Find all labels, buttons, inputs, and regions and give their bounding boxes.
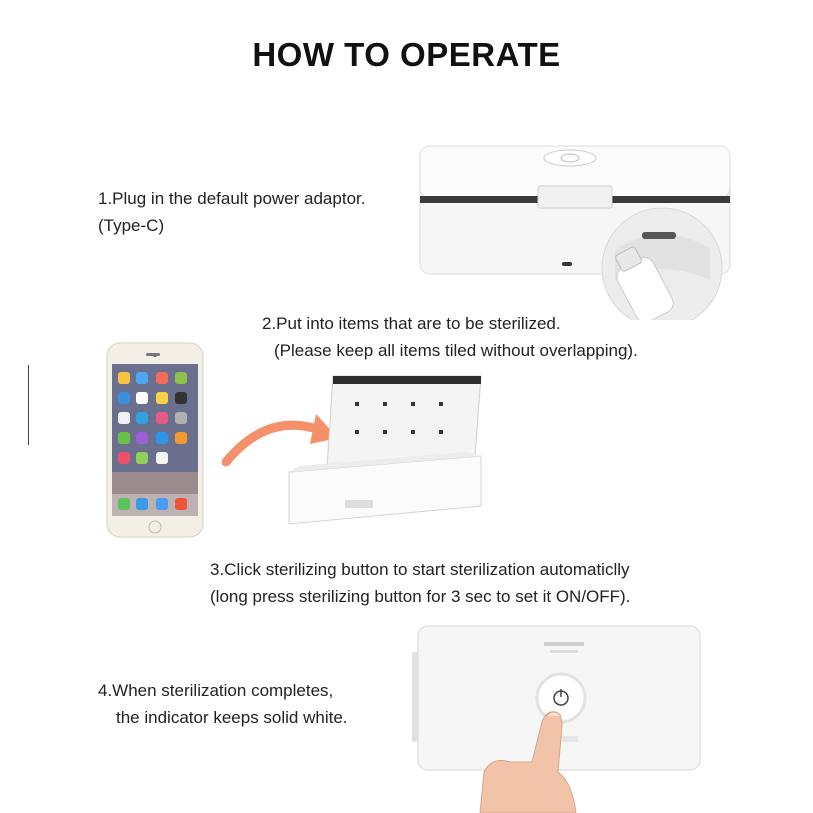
- sterilizer-top-view-image: [412, 622, 704, 813]
- step-1-line-1: 1.Plug in the default power adaptor.: [98, 189, 366, 208]
- divider-line: [28, 365, 29, 445]
- step-3-text: [210, 556, 630, 610]
- step-3-line-2: (long press sterilizing button for 3 sec to set it ON/OFF).: [210, 587, 631, 606]
- step-1-line-2: (Type-C): [98, 216, 165, 235]
- sterilizer-box-open-image: [285, 372, 485, 532]
- sterilizer-box-closed-image: [410, 140, 740, 320]
- step-4-line-2: the indicator keeps solid white.: [116, 708, 348, 727]
- step-2-text: [262, 310, 638, 364]
- page-title: HOW TO OPERATE: [252, 36, 561, 73]
- step-1-text: [98, 185, 365, 239]
- smartphone-image: [106, 342, 204, 538]
- step-3-line-1: 3.Click sterilizing button to start sterilization automaticlly: [210, 560, 630, 579]
- step-2-line-1: 2.Put into items that are to be sterilized.: [262, 314, 561, 333]
- step-2-line-2: (Please keep all items tiled without overlapping).: [274, 341, 638, 360]
- step-4-text: [98, 677, 348, 731]
- step-4-line-1: 4.When sterilization completes,: [98, 681, 334, 700]
